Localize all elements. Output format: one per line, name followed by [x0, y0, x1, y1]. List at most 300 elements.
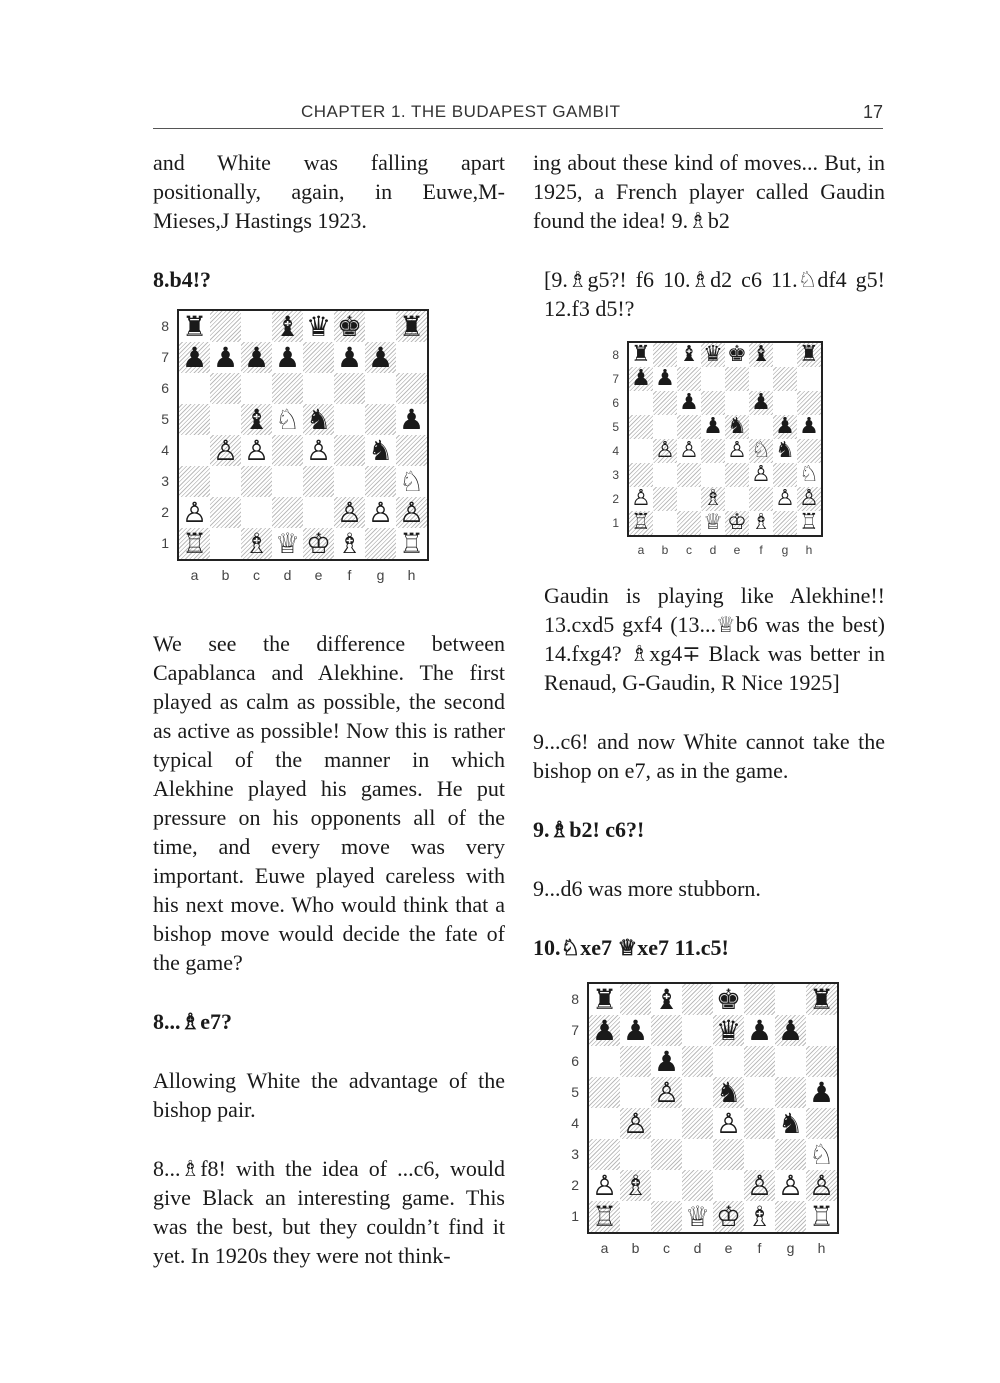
board-square	[241, 528, 272, 559]
board-square	[775, 1170, 806, 1201]
board-square	[775, 1139, 806, 1170]
board-square	[303, 311, 334, 342]
board-square	[749, 415, 773, 439]
black-pawn-icon: ♟	[398, 402, 425, 436]
move-heading: 8.b4!?	[153, 267, 212, 292]
board-square	[773, 511, 797, 535]
black-rook-icon: ♜	[398, 309, 425, 343]
board-square	[701, 367, 725, 391]
board-square	[620, 1046, 651, 1077]
board-square	[651, 1015, 682, 1046]
file-label: a	[190, 567, 199, 583]
board-square	[629, 463, 653, 487]
board-square	[653, 391, 677, 415]
board-square	[396, 311, 427, 342]
board-square	[749, 463, 773, 487]
board-square	[725, 415, 749, 439]
white-queen-icon: ♕	[684, 1199, 711, 1233]
paragraph: and White was falling apart positionally, again, in Euwe,M-Mieses,J Hastings 1923.	[153, 150, 505, 233]
board-square	[629, 367, 653, 391]
board-square	[334, 404, 365, 435]
black-queen-icon: ♛	[305, 309, 332, 343]
rank-label: 5	[612, 420, 619, 434]
board-square	[210, 404, 241, 435]
file-label: g	[781, 543, 789, 557]
board-square	[701, 391, 725, 415]
black-knight-icon: ♞	[305, 402, 332, 436]
white-pawn-icon: ♙	[305, 433, 332, 467]
black-king-icon: ♚	[336, 309, 363, 343]
board-square	[210, 435, 241, 466]
board-square	[677, 487, 701, 511]
board-square	[775, 1077, 806, 1108]
white-pawn-icon: ♙	[746, 1168, 773, 1202]
board-square	[620, 1170, 651, 1201]
black-pawn-icon: ♟	[243, 340, 270, 374]
white-bishop-icon: ♗	[622, 1168, 649, 1202]
file-label: e	[724, 1240, 733, 1256]
chess-diagram-2	[603, 341, 955, 571]
white-knight-icon: ♘	[799, 462, 819, 487]
black-pawn-icon: ♟	[274, 340, 301, 374]
black-queen-icon: ♛	[715, 1013, 742, 1047]
rank-label: 1	[161, 535, 169, 551]
chapter-title: CHAPTER 1. THE BUDAPEST GAMBIT	[301, 102, 621, 121]
board-square	[744, 1201, 775, 1232]
board-square	[651, 1201, 682, 1232]
rank-label: 5	[161, 411, 169, 427]
white-pawn-icon: ♙	[398, 495, 425, 529]
board-square	[272, 466, 303, 497]
board-square	[682, 1201, 713, 1232]
board-square	[334, 342, 365, 373]
board-square	[677, 343, 701, 367]
black-pawn-icon: ♟	[799, 414, 819, 439]
rank-label: 3	[161, 473, 169, 489]
rank-label: 7	[161, 349, 169, 365]
board-square	[589, 1108, 620, 1139]
move-heading: 10.♘xe7 ♕xe7 11.c5!	[533, 935, 729, 960]
white-pawn-icon: ♙	[715, 1106, 742, 1140]
board-square	[396, 466, 427, 497]
variation-text: Gaudin is playing like Alekhine!! 13.cxd5 gxf4 (13...♕b6 was the best) 14.fxg4? ♗xg4∓ Black was better in Renaud, G-Gaudin, R Nice 1925]	[544, 583, 885, 695]
rank-label: 8	[571, 991, 579, 1007]
board-square	[589, 1139, 620, 1170]
white-bishop-icon: ♗	[703, 486, 723, 511]
board-square	[179, 466, 210, 497]
white-rook-icon: ♖	[799, 510, 819, 535]
board-square	[797, 511, 821, 535]
board-square	[241, 497, 272, 528]
board-square	[749, 391, 773, 415]
file-label: a	[600, 1240, 609, 1256]
black-bishop-icon: ♝	[243, 402, 270, 436]
black-king-icon: ♚	[727, 342, 747, 367]
board-square	[589, 984, 620, 1015]
board-square	[713, 984, 744, 1015]
black-pawn-icon: ♟	[631, 366, 651, 391]
file-label: f	[759, 543, 763, 557]
board-square	[653, 463, 677, 487]
board-square	[701, 439, 725, 463]
board-square	[773, 415, 797, 439]
black-pawn-icon: ♟	[367, 340, 394, 374]
black-pawn-icon: ♟	[777, 1013, 804, 1047]
rank-label: 2	[612, 492, 619, 506]
board-square	[677, 391, 701, 415]
board-square	[589, 1077, 620, 1108]
board-square	[701, 487, 725, 511]
chessboard	[587, 982, 839, 1234]
board-square	[744, 1170, 775, 1201]
black-pawn-icon: ♟	[751, 390, 771, 415]
white-bishop-icon: ♗	[336, 526, 363, 560]
board-square	[629, 487, 653, 511]
file-label: f	[347, 567, 352, 583]
black-pawn-icon: ♟	[212, 340, 239, 374]
paragraph: We see the difference between Capablanca and Alekhine. The first played as calm as possible, the second as active as possible! Now this is rather typical of the manner in which Alekhine played his games. He put pressure on his opponents all of the time, and every move was very important. Euwe played careless with his next move. Who would think that a bishop move would decide the fate of the game?	[153, 631, 505, 975]
black-pawn-icon: ♟	[703, 414, 723, 439]
white-king-icon: ♔	[727, 510, 747, 535]
board-square	[651, 1046, 682, 1077]
board-square	[272, 435, 303, 466]
board-square	[806, 1201, 837, 1232]
board-square	[677, 511, 701, 535]
white-pawn-icon: ♙	[631, 486, 651, 511]
paragraph: Allowing White the advantage of the bishop pair.	[153, 1068, 505, 1122]
right-column	[533, 148, 885, 1272]
file-label: g	[376, 567, 385, 583]
white-pawn-icon: ♙	[799, 486, 819, 511]
white-king-icon: ♔	[305, 526, 332, 560]
board-square	[179, 373, 210, 404]
white-pawn-icon: ♙	[775, 486, 795, 511]
file-label: a	[637, 543, 645, 557]
board-square	[620, 1077, 651, 1108]
white-pawn-icon: ♙	[727, 438, 747, 463]
board-square	[303, 435, 334, 466]
board-square	[396, 435, 427, 466]
board-square	[651, 1077, 682, 1108]
board-square	[651, 1170, 682, 1201]
white-pawn-icon: ♙	[336, 495, 363, 529]
board-square	[677, 439, 701, 463]
black-pawn-icon: ♟	[653, 1044, 680, 1078]
white-pawn-icon: ♙	[367, 495, 394, 529]
board-square	[806, 1170, 837, 1201]
board-square	[365, 404, 396, 435]
board-square	[179, 404, 210, 435]
board-square	[713, 1015, 744, 1046]
move-heading: 9.♗b2! c6?!	[533, 817, 645, 842]
board-square	[744, 1046, 775, 1077]
board-square	[365, 466, 396, 497]
board-square	[653, 367, 677, 391]
paragraph: ing about these kind of moves... But, in 1925, a French player called Gaudin found the idea! 9.♗b2	[533, 150, 885, 233]
board-square	[701, 463, 725, 487]
rank-label: 6	[571, 1053, 579, 1069]
paragraph: 8...♗f8! with the idea of ...c6, would give Black an interesting game. This was the best, but they couldn’t find it yet. In 1920s they were not think-	[153, 1156, 505, 1268]
black-knight-icon: ♞	[775, 438, 795, 463]
board-square	[396, 497, 427, 528]
board-square	[653, 415, 677, 439]
rank-label: 1	[612, 516, 619, 530]
board-square	[677, 463, 701, 487]
chess-diagram-1	[153, 309, 505, 599]
black-pawn-icon: ♟	[679, 390, 699, 415]
board-square	[677, 415, 701, 439]
white-bishop-icon: ♗	[746, 1199, 773, 1233]
black-pawn-icon: ♟	[655, 366, 675, 391]
black-pawn-icon: ♟	[622, 1013, 649, 1047]
board-square	[773, 439, 797, 463]
black-bishop-icon: ♝	[274, 309, 301, 343]
page-number: 17	[862, 102, 883, 122]
rank-label: 6	[161, 380, 169, 396]
board-square	[713, 1046, 744, 1077]
white-bishop-icon: ♗	[243, 526, 270, 560]
board-square	[651, 1139, 682, 1170]
file-label: c	[663, 1240, 670, 1256]
board-square	[744, 984, 775, 1015]
file-label: d	[709, 543, 717, 557]
board-square	[725, 367, 749, 391]
black-pawn-icon: ♟	[591, 1013, 618, 1047]
board-square	[806, 1108, 837, 1139]
white-knight-icon: ♘	[398, 464, 425, 498]
board-square	[806, 1046, 837, 1077]
file-label: d	[693, 1240, 702, 1256]
board-square	[210, 342, 241, 373]
board-square	[241, 311, 272, 342]
board-square	[272, 373, 303, 404]
white-pawn-icon: ♙	[777, 1168, 804, 1202]
board-square	[725, 463, 749, 487]
board-square	[629, 415, 653, 439]
board-square	[334, 373, 365, 404]
board-square	[210, 466, 241, 497]
board-square	[620, 1108, 651, 1139]
board-square	[241, 466, 272, 497]
black-knight-icon: ♞	[367, 433, 394, 467]
board-square	[744, 1108, 775, 1139]
black-pawn-icon: ♟	[181, 340, 208, 374]
board-square	[797, 343, 821, 367]
black-queen-icon: ♛	[703, 342, 723, 367]
board-square	[701, 343, 725, 367]
board-square	[396, 528, 427, 559]
board-square	[806, 1015, 837, 1046]
board-square	[365, 342, 396, 373]
white-pawn-icon: ♙	[655, 438, 675, 463]
black-rook-icon: ♜	[808, 982, 835, 1016]
white-bishop-icon: ♗	[751, 510, 771, 535]
board-square	[241, 435, 272, 466]
black-pawn-icon: ♟	[808, 1075, 835, 1109]
board-square	[589, 1046, 620, 1077]
board-square	[241, 404, 272, 435]
board-square	[749, 439, 773, 463]
file-label: b	[661, 543, 669, 557]
board-square	[620, 984, 651, 1015]
white-rook-icon: ♖	[181, 526, 208, 560]
board-square	[775, 1201, 806, 1232]
running-header	[153, 100, 883, 129]
board-square	[241, 342, 272, 373]
board-square	[241, 373, 272, 404]
board-square	[303, 466, 334, 497]
board-square	[303, 373, 334, 404]
rank-label: 2	[161, 504, 169, 520]
board-square	[713, 1170, 744, 1201]
board-square	[653, 439, 677, 463]
board-square	[620, 1139, 651, 1170]
board-square	[682, 984, 713, 1015]
board-square	[620, 1015, 651, 1046]
white-pawn-icon: ♙	[591, 1168, 618, 1202]
board-square	[725, 439, 749, 463]
board-square	[396, 404, 427, 435]
board-square	[775, 984, 806, 1015]
board-square	[797, 367, 821, 391]
board-square	[749, 487, 773, 511]
board-square	[682, 1170, 713, 1201]
file-label: e	[733, 543, 741, 557]
chess-diagram-3	[563, 982, 915, 1272]
board-square	[334, 466, 365, 497]
board-square	[303, 342, 334, 373]
board-square	[303, 528, 334, 559]
board-square	[629, 511, 653, 535]
board-square	[334, 497, 365, 528]
board-square	[396, 373, 427, 404]
file-label: b	[221, 567, 230, 583]
rank-label: 6	[612, 396, 619, 410]
board-square	[725, 343, 749, 367]
board-square	[210, 311, 241, 342]
white-king-icon: ♔	[715, 1199, 742, 1233]
board-square	[589, 1170, 620, 1201]
black-king-icon: ♚	[715, 982, 742, 1016]
board-square	[272, 528, 303, 559]
board-square	[725, 487, 749, 511]
board-square	[713, 1077, 744, 1108]
board-square	[773, 367, 797, 391]
file-label: d	[283, 567, 292, 583]
board-square	[797, 439, 821, 463]
white-knight-icon: ♘	[808, 1137, 835, 1171]
rank-label: 4	[571, 1115, 579, 1131]
rank-label: 5	[571, 1084, 579, 1100]
board-square	[629, 343, 653, 367]
board-square	[365, 497, 396, 528]
black-pawn-icon: ♟	[746, 1013, 773, 1047]
board-square	[775, 1046, 806, 1077]
white-queen-icon: ♕	[274, 526, 301, 560]
white-rook-icon: ♖	[398, 526, 425, 560]
board-square	[210, 528, 241, 559]
white-pawn-icon: ♙	[181, 495, 208, 529]
board-square	[682, 1077, 713, 1108]
board-square	[744, 1139, 775, 1170]
white-knight-icon: ♘	[274, 402, 301, 436]
white-pawn-icon: ♙	[243, 433, 270, 467]
board-square	[179, 311, 210, 342]
file-label: c	[253, 567, 260, 583]
black-pawn-icon: ♟	[775, 414, 795, 439]
board-square	[682, 1015, 713, 1046]
board-square	[303, 404, 334, 435]
board-square	[334, 311, 365, 342]
board-square	[773, 343, 797, 367]
white-rook-icon: ♖	[631, 510, 651, 535]
white-pawn-icon: ♙	[751, 462, 771, 487]
rank-label: 4	[612, 444, 619, 458]
file-label: h	[817, 1240, 826, 1256]
board-square	[653, 343, 677, 367]
board-square	[629, 439, 653, 463]
board-square	[653, 511, 677, 535]
black-rook-icon: ♜	[181, 309, 208, 343]
black-knight-icon: ♞	[727, 414, 747, 439]
board-square	[682, 1108, 713, 1139]
board-square	[713, 1108, 744, 1139]
board-square	[396, 342, 427, 373]
board-square	[272, 311, 303, 342]
board-square	[773, 487, 797, 511]
board-square	[651, 1108, 682, 1139]
board-square	[749, 367, 773, 391]
white-pawn-icon: ♙	[808, 1168, 835, 1202]
rank-label: 7	[612, 372, 619, 386]
board-square	[589, 1015, 620, 1046]
file-label: g	[786, 1240, 795, 1256]
board-square	[365, 311, 396, 342]
board-square	[773, 391, 797, 415]
file-label: e	[314, 567, 323, 583]
white-rook-icon: ♖	[591, 1199, 618, 1233]
white-knight-icon: ♘	[751, 438, 771, 463]
board-square	[272, 497, 303, 528]
white-rook-icon: ♖	[808, 1199, 835, 1233]
rank-label: 8	[612, 348, 619, 362]
black-bishop-icon: ♝	[679, 342, 699, 367]
board-square	[744, 1015, 775, 1046]
board-square	[806, 1077, 837, 1108]
board-square	[365, 528, 396, 559]
board-square	[334, 528, 365, 559]
file-label: f	[757, 1240, 762, 1256]
board-square	[210, 373, 241, 404]
board-square	[272, 342, 303, 373]
board-square	[797, 487, 821, 511]
move-heading: 8...♗e7?	[153, 1009, 232, 1034]
board-square	[749, 343, 773, 367]
board-square	[682, 1139, 713, 1170]
board-square	[725, 391, 749, 415]
paragraph: 9...d6 was more stubborn.	[533, 876, 761, 901]
chessboard	[627, 341, 823, 537]
black-knight-icon: ♞	[715, 1075, 742, 1109]
board-square	[701, 415, 725, 439]
paragraph: 9...c6! and now White cannot take the bishop on e7, as in the game.	[533, 729, 885, 783]
file-label: h	[407, 567, 416, 583]
white-queen-icon: ♕	[703, 510, 723, 535]
black-bishop-icon: ♝	[653, 982, 680, 1016]
white-pawn-icon: ♙	[622, 1106, 649, 1140]
black-pawn-icon: ♟	[336, 340, 363, 374]
board-square	[589, 1201, 620, 1232]
